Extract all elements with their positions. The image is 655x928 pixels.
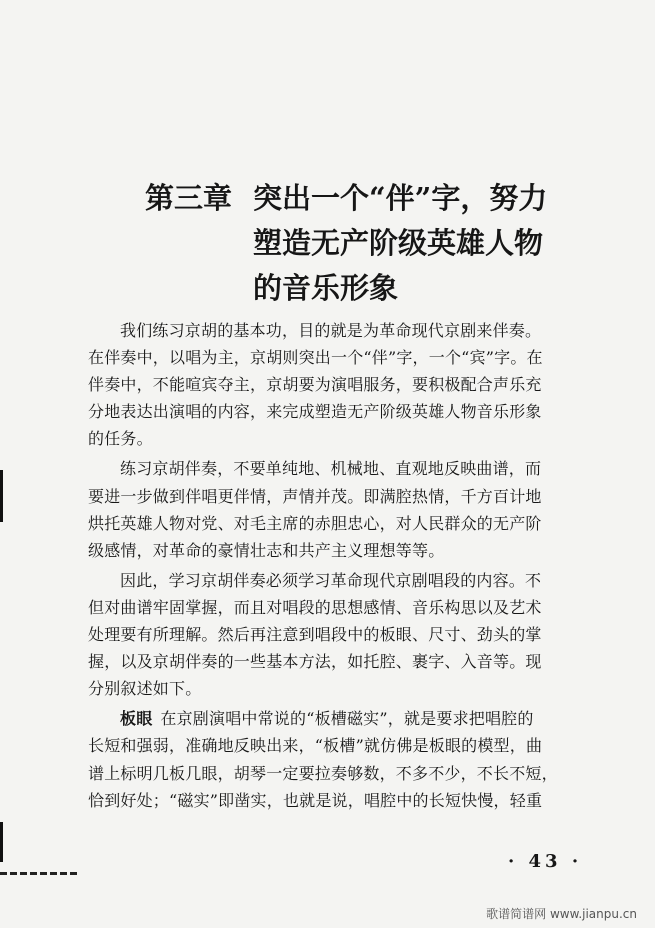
binding-mark-bottom	[0, 822, 3, 862]
body-text	[88, 317, 583, 814]
paragraph-4	[88, 705, 583, 813]
paragraph-3	[88, 567, 583, 702]
page-number: · 43 ·	[508, 851, 583, 872]
text-line: 分别叙述如下。	[88, 679, 202, 699]
text-line: 分地表达出演唱的内容，来完成塑造无产阶级英雄人物音乐形象	[88, 402, 542, 422]
paragraph-2	[88, 455, 583, 563]
bottom-rule	[0, 872, 78, 875]
text-line: 握，以及京胡伴奏的一些基本方法，如托腔、裹字、入音等。现	[88, 652, 542, 672]
text-line: 恰到好处；“磁实”即凿实，也就是说，唱腔中的长短快慢，轻重	[88, 790, 543, 810]
text-line: 级感情，对革命的豪情壮志和共产主义理想等等。	[88, 540, 445, 560]
paragraph-1	[88, 317, 583, 452]
chapter-title-line-1	[145, 176, 565, 221]
title-text: 突出一个“伴”字，努力	[253, 181, 548, 215]
chapter-title-line-3	[145, 266, 565, 311]
text-line: 长短和强弱，准确地反映出来，“板槽”就仿佛是板眼的模型，曲	[88, 736, 543, 756]
section-heading: 板眼	[120, 709, 153, 729]
text-line: 伴奏中，不能喧宾夺主，京胡要为演唱服务，要积极配合声乐充	[88, 375, 542, 395]
text-line: 谱上标明几板几眼，胡琴一定要拉奏够数，不多不少，不长不短，	[88, 763, 558, 783]
text-line: 因此，学习京胡伴奏必须学习革命现代京剧唱段的内容。不	[120, 570, 542, 590]
text-line: 但对曲谱牢固掌握，而且对唱段的思想感情、音乐构思以及艺术	[88, 597, 542, 617]
chapter-label: 第三章	[145, 181, 233, 215]
text-span: 在京剧演唱中常说的“板槽磁实”，就是要求把唱腔的	[160, 709, 534, 729]
text-line: 烘托英雄人物对党、对毛主席的赤胆忠心，对人民群众的无产阶	[88, 513, 542, 533]
title-text: 塑造无产阶级英雄人物	[253, 226, 544, 260]
text-line: 处理要有所理解。然后再注意到唱段中的板眼、尺寸、劲头的掌	[88, 625, 542, 645]
chapter-title-line-2	[145, 221, 565, 266]
text-line: 要进一步做到伴唱更伴情，声情并茂。即满腔热情，千方百计地	[88, 486, 542, 506]
title-text: 的音乐形象	[253, 271, 399, 305]
chapter-title	[145, 176, 565, 311]
text-line: 的任务。	[88, 429, 153, 449]
text-line: 练习京胡伴奏，不要单纯地、机械地、直观地反映曲谱，而	[120, 459, 542, 479]
binding-mark-top	[0, 470, 3, 522]
text-line: 我们练习京胡的基本功，目的就是为革命现代京剧来伴奏。	[120, 321, 542, 340]
text-line	[88, 705, 583, 732]
text-line: 在伴奏中，以唱为主，京胡则突出一个“伴”字，一个“宾”字。在	[88, 348, 543, 368]
watermark-text: 歌谱简谱网 www.jianpu.cn	[486, 907, 637, 921]
